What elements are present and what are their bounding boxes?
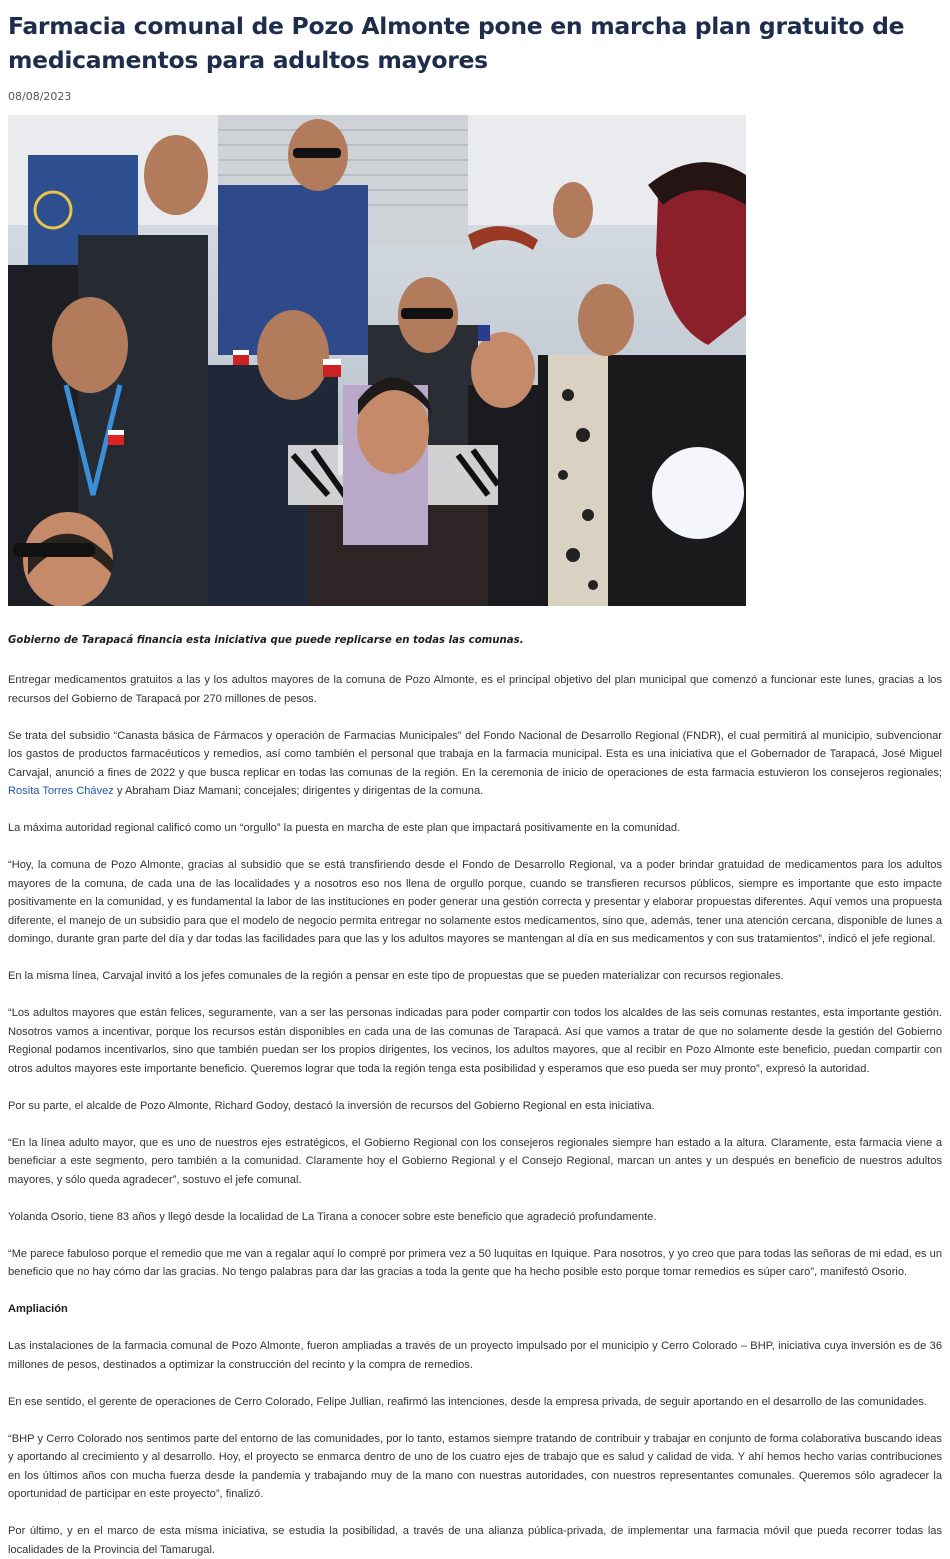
paragraph-12: En ese sentido, el gerente de operaciones de Cerro Colorado, Felipe Jullian, reafirmó las intenciones, desde la empresa privada, de seguir aportando en el desarrollo de las comunidades. — [8, 1395, 927, 1408]
paragraph-6: “Los adultos mayores que están felices, seguramente, van a ser las personas indicadas para poder compartir con todos los alcaldes de las seis comunas restantes, esta importante gestión. Nosotros vamos a incentivar, porque los recursos están disponibles en cada una de las comunas de Tarapacá. Así que vamos a tratar de que no solamente desde la gestión del Gobierno Regional podamos incentivarlos, sino que también puedan ser los propios dirigentes, los vecinos, los adultos mayores, que al recibir en Pozo Almonte este beneficio, puedan compartir con otros adultos mayores este importante beneficio. Queremos lograr que toda la región tenga esta posibilidad y esperamos que eso pueda ser muy pronto”, expresó la autoridad. — [8, 1007, 942, 1075]
paragraph-5: En la misma línea, Carvajal invitó a los jefes comunales de la región a pensar en este tipo de propuestas que se pueden materializar con recursos regionales. — [8, 970, 784, 982]
paragraph-3: La máxima autoridad regional calificó como un “orgullo” la puesta en marcha de este plan que impactará positivamente en la comunidad. — [8, 822, 681, 834]
paragraph-14: Por último, y en el marco de esta misma iniciativa, se estudia la posibilidad, a través de una alianza pública-privada, de implementar una farmacia móvil que pueda recorrer todas las localidades de la Provincia del Tamarugal. — [8, 1525, 942, 1556]
paragraph-2-text-b: y Abraham Diaz Mamani; concejales; dirigentes y dirigentas de la comuna. — [113, 785, 484, 797]
article-date: 08/08/2023 — [8, 90, 72, 103]
section-heading: Ampliación — [8, 1303, 68, 1315]
article-photo — [8, 115, 746, 606]
councillor-link[interactable]: Rosita Torres Chávez — [8, 785, 114, 797]
article-title: Farmacia comunal de Pozo Almonte pone en marcha plan gratuito de medicamentos para adultos mayores — [8, 12, 905, 74]
paragraph-11: Las instalaciones de la farmacia comunal de Pozo Almonte, fueron ampliadas a través de un proyecto impulsado por el municipio y Cerro Colorado – BHP, iniciativa cuya inversión es de 36 millones de pesos, destinados a optimizar la construcción del recinto y la compra de remedios. — [8, 1340, 942, 1371]
paragraph-2-text-a: Se trata del subsidio “Canasta básica de Fármacos y operación de Farmacias Municipales” del Fondo Nacional de Desarrollo Regional (FNDR), el cual permitirá al municipio, subvencionar los gastos de productos farmacéuticos y remedios, así como también el personal que trabaja en la farmacia municipal. Esta es una iniciativa que el Gobernador de Tarapacá, José Miguel Carvajal, anunció a fines de 2022 y que busca replicar en todas las comunas de la región. En la ceremonia de inicio de operaciones de esta farmacia estuvieron los consejeros regionales; — [8, 729, 942, 779]
paragraph-7: Por su parte, el alcalde de Pozo Almonte, Richard Godoy, destacó la inversión de recursos del Gobierno Regional en esta iniciativa. — [8, 1099, 655, 1112]
article — [8, 9, 942, 1559]
paragraph-10: “Me parece fabuloso porque el remedio que me van a regalar aquí lo compré por primera vez a 50 luquitas en Iquique. Para nosotros, y yo creo que para todas las señoras de mi edad, es un beneficio que no hay cómo dar las gracias. No tengo palabras para dar las gracias a toda la gente que ha hecho posible esto porque tomar remedios es súper caro”, manifestó Osorio. — [8, 1247, 942, 1278]
paragraph-2 — [8, 727, 942, 801]
paragraph-8: “En la línea adulto mayor, que es uno de nuestros ejes estratégicos, el Gobierno Regional con los consejeros regionales siempre han estado a la altura. Claramente, esta farmacia viene a beneficiar a este segmento, pero también a la comunidad. Claramente hoy el Gobierno Regional y el Consejo Regional, marcan un antes y un después en beneficio de nuestros adultos mayores, y sólo queda agradecer”, sostuvo el jefe comunal. — [8, 1136, 942, 1186]
paragraph-1: Entregar medicamentos gratuitos a las y los adultos mayores de la comuna de Pozo Almonte, es el principal objetivo del plan municipal que comenzó a funcionar este lunes, gracias a los recursos del Gobierno de Tarapacá por 270 millones de pesos. — [8, 674, 942, 705]
photo-caption: Gobierno de Tarapacá financia esta iniciativa que puede replicarse en todas las comunas. — [8, 635, 524, 646]
paragraph-13: “BHP y Cerro Colorado nos sentimos parte del entorno de las comunidades, por lo tanto, estamos siempre tratando de contribuir y trabajar en conjunto de forma colaborativa buscando ideas y aportando al crecimiento y al desarrollo. Hoy, el proyecto se enmarca dentro de uno de los cuatro ejes de trabajo que es salud y calidad de vida. Y ahí hemos hecho varias contribuciones en los últimos años con mucha fuerza desde la pandemia y trabajando muy de la mano con nuestras autoridades, con nuestros representantes comunales. Queremos sólo agradecer la oportunidad de participar en este proyecto”, finalizó. — [8, 1432, 942, 1500]
paragraph-9: Yolanda Osorio, tiene 83 años y llegó desde la localidad de La Tirana a conocer sobre este beneficio que agradeció profundamente. — [8, 1210, 657, 1223]
paragraph-4: “Hoy, la comuna de Pozo Almonte, gracias al subsidio que se está transfiriendo desde el Fondo de Desarrollo Regional, va a poder brindar gratuidad de medicamentos para los adultos mayores de la comuna, de cada una de las localidades y a nosotros eso nos llena de orgullo porque, cuando se transfieren recursos públicos, siempre es importante que esto impacte positivamente en la comunidad, y es fundamental la labor de las instituciones en poder generar una gestión correcta y presentar y elaborar propuestas diferentes. Aquí vemos una propuesta diferente, el manejo de un subsidio para que el modelo de negocio permita entregar no solamente estos medicamentos, sino que, además, tener una atención cercana, disponible de lunes a domingo, durante gran parte del día y dar todas las facilidades para que las y los adultos mayores se mantengan al día en sus medicamentos y con sus tratamientos”, indicó el jefe regional. — [8, 859, 942, 945]
